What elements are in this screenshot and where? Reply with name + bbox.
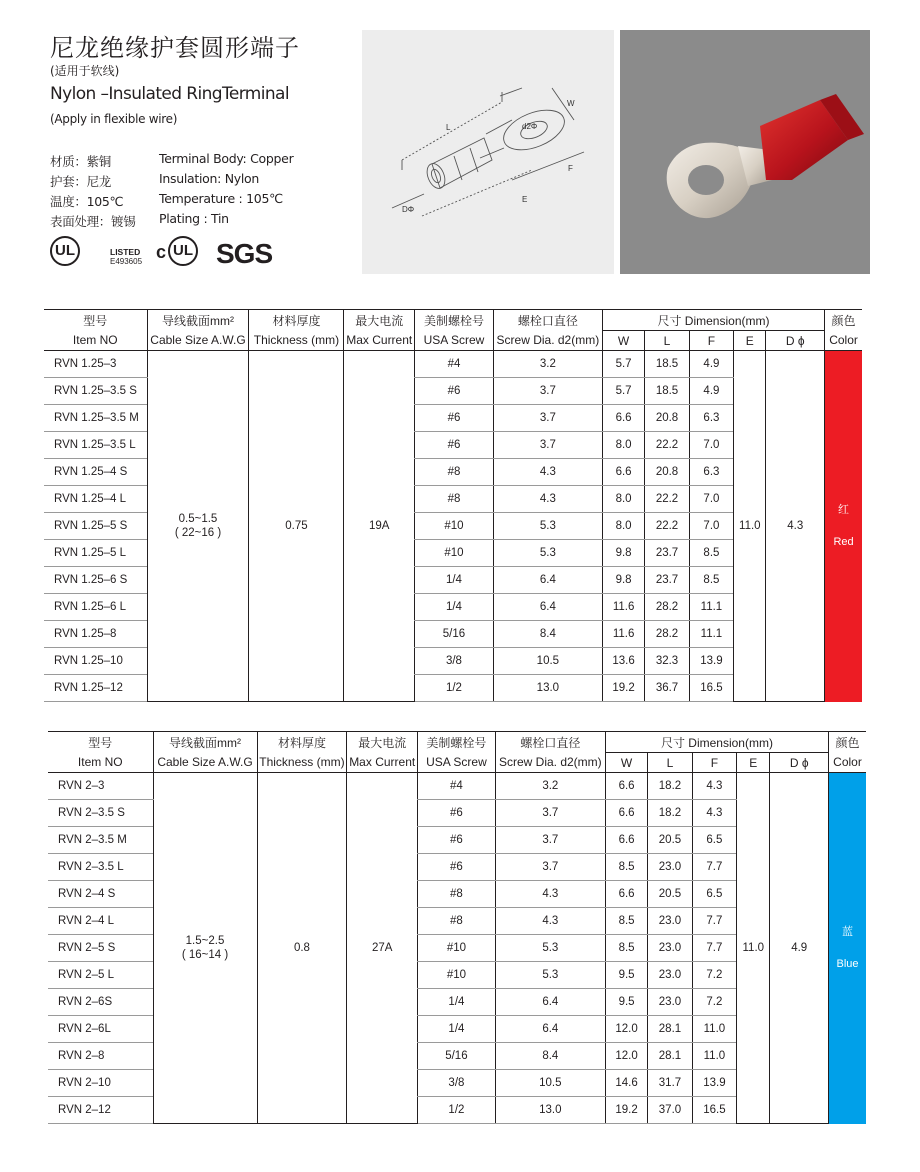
header-screw-en: USA Screw [415, 331, 494, 351]
dim-f-cell: 6.5 [692, 881, 736, 908]
usa-screw-cell: #4 [415, 351, 494, 378]
dim-f-cell: 8.5 [689, 540, 733, 567]
header-screw-cn: 美制螺栓号 [415, 310, 494, 331]
item-no-cell: RVN 1.25–5 S [44, 513, 147, 540]
dim-f-cell: 4.9 [689, 351, 733, 378]
screw-dia-cell: 3.2 [493, 351, 602, 378]
header-dia-en: Screw Dia. d2(mm) [493, 331, 602, 351]
dim-w-cell: 6.6 [605, 800, 647, 827]
cable-size-cell-value: 1.5~2.5 [185, 935, 225, 947]
color-cell [825, 351, 862, 702]
header-thickness-en: Thickness (mm) [257, 753, 347, 773]
screw-dia-cell: 10.5 [495, 1070, 605, 1097]
item-no-cell: RVN 1.25–8 [44, 621, 147, 648]
item-no-cell: RVN 2–5 L [48, 962, 153, 989]
usa-screw-cell: 1/4 [418, 989, 496, 1016]
dim-f-cell: 11.1 [689, 594, 733, 621]
dim-l-cell: 31.7 [648, 1070, 692, 1097]
header-f: F [692, 753, 736, 773]
certification-logos [50, 234, 280, 274]
dim-f-cell: 7.0 [689, 432, 733, 459]
dim-l-cell: 32.3 [645, 648, 689, 675]
item-no-cell: RVN 2–5 S [48, 935, 153, 962]
dim-l-cell: 18.5 [645, 378, 689, 405]
header-screw-en: USA Screw [418, 753, 496, 773]
header-item-cn: 型号 [48, 732, 153, 753]
item-no-cell: RVN 2–3.5 M [48, 827, 153, 854]
dim-w-cell: 14.6 [605, 1070, 647, 1097]
dim-l-cell: 23.0 [648, 935, 692, 962]
max-current-cell [344, 351, 415, 702]
table-row [48, 773, 866, 800]
dim-l-cell: 22.2 [645, 513, 689, 540]
ul-logo: UL [50, 236, 80, 266]
dim-w-cell: 6.6 [605, 773, 647, 800]
subtitle-cn: (适用于软线) [50, 64, 120, 78]
usa-screw-cell: 1/2 [418, 1097, 496, 1124]
usa-screw-cell: #6 [418, 854, 496, 881]
dim-label-f: F [568, 164, 573, 173]
usa-screw-cell: 1/4 [415, 567, 494, 594]
usa-screw-cell: 5/16 [415, 621, 494, 648]
header-l: L [648, 753, 692, 773]
screw-dia-cell: 6.4 [495, 1016, 605, 1043]
spec-material-en: Terminal Body: Copper [159, 151, 294, 166]
header-color-en: Color [829, 753, 866, 773]
dim-l-cell: 20.8 [645, 405, 689, 432]
item-no-cell: RVN 2–4 L [48, 908, 153, 935]
page-title-en: Nylon –Insulated RingTerminal [50, 84, 290, 104]
color-name-cn: 蓝 [842, 926, 854, 939]
header-item-cn: 型号 [44, 310, 147, 331]
header-current-en: Max Current [347, 753, 418, 773]
usa-screw-cell: #8 [415, 486, 494, 513]
item-no-cell: RVN 1.25–12 [44, 675, 147, 702]
screw-dia-cell: 3.7 [493, 378, 602, 405]
screw-dia-cell: 3.7 [493, 432, 602, 459]
header-f: F [689, 331, 733, 351]
dim-l-cell: 28.2 [645, 621, 689, 648]
item-no-cell: RVN 1.25–4 S [44, 459, 147, 486]
dim-l-cell: 28.1 [648, 1043, 692, 1070]
item-no-cell: RVN 2–4 S [48, 881, 153, 908]
header-d: D ϕ [766, 331, 825, 351]
dim-f-cell: 4.3 [692, 773, 736, 800]
item-no-cell: RVN 2–6L [48, 1016, 153, 1043]
dim-l-cell: 23.0 [648, 854, 692, 881]
subtitle-en: (Apply in flexible wire) [50, 112, 178, 126]
dim-w-cell: 13.6 [602, 648, 644, 675]
header-cable-en: Cable Size A.W.G [153, 753, 257, 773]
screw-dia-cell: 5.3 [495, 962, 605, 989]
dim-f-cell: 7.7 [692, 854, 736, 881]
header-d: D ϕ [770, 753, 829, 773]
usa-screw-cell: #6 [418, 827, 496, 854]
dim-w-cell: 8.0 [602, 432, 644, 459]
color-cell [829, 773, 866, 1124]
dim-l-cell: 23.0 [648, 962, 692, 989]
item-no-cell: RVN 1.25–4 L [44, 486, 147, 513]
terminal-drawing [362, 30, 614, 274]
usa-screw-cell: #10 [415, 540, 494, 567]
ul-listed-mark [110, 248, 142, 266]
dim-l-cell: 20.5 [648, 881, 692, 908]
dim-l-cell: 22.2 [645, 486, 689, 513]
dim-l-cell: 18.2 [648, 800, 692, 827]
usa-screw-cell: #10 [415, 513, 494, 540]
dim-w-cell: 12.0 [605, 1043, 647, 1070]
dim-f-cell: 6.3 [689, 459, 733, 486]
usa-screw-cell: #6 [415, 378, 494, 405]
item-no-cell: RVN 1.25–3.5 L [44, 432, 147, 459]
screw-dia-cell: 8.4 [495, 1043, 605, 1070]
dim-l-cell: 28.2 [645, 594, 689, 621]
spec-table-1 [44, 309, 862, 702]
dim-label-e: E [522, 195, 528, 204]
dim-f-cell: 7.7 [692, 935, 736, 962]
dim-f-cell: 7.7 [692, 908, 736, 935]
header-thickness-en: Thickness (mm) [249, 331, 344, 351]
cable-size-cell-awg: ( 22~16 ) [174, 527, 222, 539]
item-no-cell: RVN 2–10 [48, 1070, 153, 1097]
screw-dia-cell: 4.3 [493, 459, 602, 486]
usa-screw-cell: #8 [418, 881, 496, 908]
dim-w-cell: 8.5 [605, 935, 647, 962]
header-cable-cn: 导线截面mm² [153, 732, 257, 753]
dim-f-cell: 11.1 [689, 621, 733, 648]
usa-screw-cell: #4 [418, 773, 496, 800]
screw-dia-cell: 5.3 [495, 935, 605, 962]
usa-screw-cell: 1/2 [415, 675, 494, 702]
dim-f-cell: 11.0 [692, 1043, 736, 1070]
dim-w-cell: 12.0 [605, 1016, 647, 1043]
dim-label-l: L [446, 123, 451, 132]
item-no-cell: RVN 2–3.5 L [48, 854, 153, 881]
header-dimension: 尺寸 Dimension(mm) [605, 732, 828, 753]
dim-w-cell: 9.8 [602, 540, 644, 567]
dim-f-cell: 8.5 [689, 567, 733, 594]
cul-c-letter: c [156, 242, 167, 262]
spec-insulation-en: Insulation: Nylon [159, 171, 259, 186]
screw-dia-cell: 6.4 [495, 989, 605, 1016]
screw-dia-cell: 3.7 [495, 800, 605, 827]
thickness-cell [249, 351, 344, 702]
usa-screw-cell: 3/8 [418, 1070, 496, 1097]
item-no-cell: RVN 1.25–3.5 S [44, 378, 147, 405]
header-l: L [645, 331, 689, 351]
dim-f-cell: 16.5 [689, 675, 733, 702]
spec-plating-en: Plating : Tin [159, 211, 229, 226]
item-no-cell: RVN 2–8 [48, 1043, 153, 1070]
product-photo-svg [620, 30, 870, 274]
header-dimension: 尺寸 Dimension(mm) [602, 310, 824, 331]
dim-f-cell: 6.5 [692, 827, 736, 854]
cable-size-cell-value: 0.5~1.5 [178, 513, 218, 525]
usa-screw-cell: 1/4 [418, 1016, 496, 1043]
usa-screw-cell: 1/4 [415, 594, 494, 621]
screw-dia-cell: 5.3 [493, 513, 602, 540]
spec-material-cn: 材质：紫铜 [50, 154, 112, 169]
screw-dia-cell: 13.0 [493, 675, 602, 702]
dim-f-cell: 7.2 [692, 989, 736, 1016]
usa-screw-cell: #6 [415, 432, 494, 459]
header-e: E [734, 331, 766, 351]
dim-l-cell: 36.7 [645, 675, 689, 702]
terminal-drawing-svg [362, 30, 614, 274]
dim-l-cell: 23.7 [645, 567, 689, 594]
spec-temperature-cn: 温度：105℃ [50, 194, 124, 209]
sgs-logo: SGS [216, 238, 273, 269]
dim-l-cell: 20.8 [645, 459, 689, 486]
dim-l-cell: 18.5 [645, 351, 689, 378]
dim-l-cell: 37.0 [648, 1097, 692, 1124]
usa-screw-cell: #10 [418, 935, 496, 962]
cable-size-cell-awg: ( 16~14 ) [181, 949, 229, 961]
item-no-cell: RVN 1.25–10 [44, 648, 147, 675]
dim-w-cell: 6.6 [602, 459, 644, 486]
dim-l-cell: 22.2 [645, 432, 689, 459]
header-thickness-cn: 材料厚度 [249, 310, 344, 331]
header-current-cn: 最大电流 [347, 732, 418, 753]
dim-f-cell: 7.0 [689, 513, 733, 540]
header-dia-cn: 螺栓口直径 [495, 732, 605, 753]
screw-dia-cell: 3.7 [495, 827, 605, 854]
dim-w-cell: 9.5 [605, 962, 647, 989]
thickness-cell-value: 0.75 [285, 520, 308, 532]
item-no-cell: RVN 2–3.5 S [48, 800, 153, 827]
dim-w-cell: 11.6 [602, 594, 644, 621]
screw-dia-cell: 5.3 [493, 540, 602, 567]
listed-number: E493605 [110, 257, 143, 266]
dim-w-cell: 11.6 [602, 621, 644, 648]
dim-f-cell: 16.5 [692, 1097, 736, 1124]
dim-l-cell: 18.2 [648, 773, 692, 800]
header-e: E [737, 753, 770, 773]
dim-label-d: DΦ [402, 205, 415, 214]
dim-l-cell: 23.7 [645, 540, 689, 567]
header-w: W [605, 753, 647, 773]
dim-l-cell: 28.1 [648, 1016, 692, 1043]
dim-d-cell: 4.3 [766, 351, 825, 702]
dim-w-cell: 5.7 [602, 378, 644, 405]
dim-w-cell: 9.5 [605, 989, 647, 1016]
thickness-cell [257, 773, 347, 1124]
usa-screw-cell: 3/8 [415, 648, 494, 675]
header-cable-en: Cable Size A.W.G [147, 331, 249, 351]
screw-dia-cell: 3.2 [495, 773, 605, 800]
dim-label-w: W [567, 99, 575, 108]
screw-dia-cell: 10.5 [493, 648, 602, 675]
dim-w-cell: 8.5 [605, 908, 647, 935]
max-current-cell [347, 773, 418, 1124]
dim-f-cell: 4.9 [689, 378, 733, 405]
dim-f-cell: 7.0 [689, 486, 733, 513]
dim-w-cell: 8.5 [605, 854, 647, 881]
screw-dia-cell: 4.3 [493, 486, 602, 513]
dim-f-cell: 13.9 [689, 648, 733, 675]
header-current-en: Max Current [344, 331, 415, 351]
dim-w-cell: 6.6 [605, 827, 647, 854]
max-current-cell-value: 19A [369, 520, 390, 532]
screw-dia-cell: 3.7 [493, 405, 602, 432]
color-name-en: Blue [836, 958, 859, 971]
dim-f-cell: 7.2 [692, 962, 736, 989]
item-no-cell: RVN 2–12 [48, 1097, 153, 1124]
dim-w-cell: 5.7 [602, 351, 644, 378]
dim-e-cell: 11.0 [737, 773, 770, 1124]
header-current-cn: 最大电流 [344, 310, 415, 331]
header-color-en: Color [825, 331, 862, 351]
color-name-cn: 红 [838, 504, 850, 517]
item-no-cell: RVN 1.25–3.5 M [44, 405, 147, 432]
header-w: W [602, 331, 644, 351]
dim-e-cell: 11.0 [734, 351, 766, 702]
screw-dia-cell: 3.7 [495, 854, 605, 881]
dim-w-cell: 6.6 [605, 881, 647, 908]
screw-dia-cell: 13.0 [495, 1097, 605, 1124]
spec-temperature-en: Temperature : 105℃ [159, 191, 283, 206]
header-color-cn: 颜色 [829, 732, 866, 753]
dim-l-cell: 20.5 [648, 827, 692, 854]
dim-w-cell: 6.6 [602, 405, 644, 432]
thickness-cell-value: 0.8 [293, 942, 310, 954]
header-color-cn: 颜色 [825, 310, 862, 331]
dim-label-d2: d2Φ [522, 122, 538, 131]
cul-logo: UL [168, 236, 198, 266]
screw-dia-cell: 6.4 [493, 594, 602, 621]
item-no-cell: RVN 1.25–3 [44, 351, 147, 378]
dim-f-cell: 6.3 [689, 405, 733, 432]
dim-l-cell: 23.0 [648, 908, 692, 935]
screw-dia-cell: 4.3 [495, 908, 605, 935]
cable-size-cell [147, 351, 249, 702]
header-screw-cn: 美制螺栓号 [418, 732, 496, 753]
dim-d-cell: 4.9 [770, 773, 829, 1124]
max-current-cell-value: 27A [371, 942, 393, 954]
item-no-cell: RVN 1.25–5 L [44, 540, 147, 567]
item-no-cell: RVN 1.25–6 S [44, 567, 147, 594]
screw-dia-cell: 4.3 [495, 881, 605, 908]
cable-size-cell [153, 773, 257, 1124]
usa-screw-cell: #8 [418, 908, 496, 935]
dim-w-cell: 19.2 [605, 1097, 647, 1124]
listed-text: LISTED [110, 247, 141, 257]
item-no-cell: RVN 2–3 [48, 773, 153, 800]
dim-f-cell: 13.9 [692, 1070, 736, 1097]
page-title-cn: 尼龙绝缘护套圆形端子 [50, 34, 300, 62]
usa-screw-cell: #10 [418, 962, 496, 989]
header-dia-en: Screw Dia. d2(mm) [495, 753, 605, 773]
usa-screw-cell: 5/16 [418, 1043, 496, 1070]
dim-w-cell: 19.2 [602, 675, 644, 702]
dim-f-cell: 11.0 [692, 1016, 736, 1043]
item-no-cell: RVN 1.25–6 L [44, 594, 147, 621]
spec-plating-cn: 表面处理：镀锡 [50, 214, 136, 229]
color-name-en: Red [833, 536, 854, 549]
dim-w-cell: 9.8 [602, 567, 644, 594]
header-dia-cn: 螺栓口直径 [493, 310, 602, 331]
screw-dia-cell: 8.4 [493, 621, 602, 648]
header-item-en: Item NO [48, 753, 153, 773]
dim-w-cell: 8.0 [602, 486, 644, 513]
header-thickness-cn: 材料厚度 [257, 732, 347, 753]
dim-l-cell: 23.0 [648, 989, 692, 1016]
spec-table-2 [48, 731, 866, 1124]
usa-screw-cell: #6 [418, 800, 496, 827]
dim-f-cell: 4.3 [692, 800, 736, 827]
spec-insulation-cn: 护套：尼龙 [50, 174, 112, 189]
header-item-en: Item NO [44, 331, 147, 351]
item-no-cell: RVN 2–6S [48, 989, 153, 1016]
table-row [44, 351, 862, 378]
product-photo [620, 30, 870, 274]
dim-w-cell: 8.0 [602, 513, 644, 540]
usa-screw-cell: #6 [415, 405, 494, 432]
usa-screw-cell: #8 [415, 459, 494, 486]
header-cable-cn: 导线截面mm² [147, 310, 249, 331]
screw-dia-cell: 6.4 [493, 567, 602, 594]
